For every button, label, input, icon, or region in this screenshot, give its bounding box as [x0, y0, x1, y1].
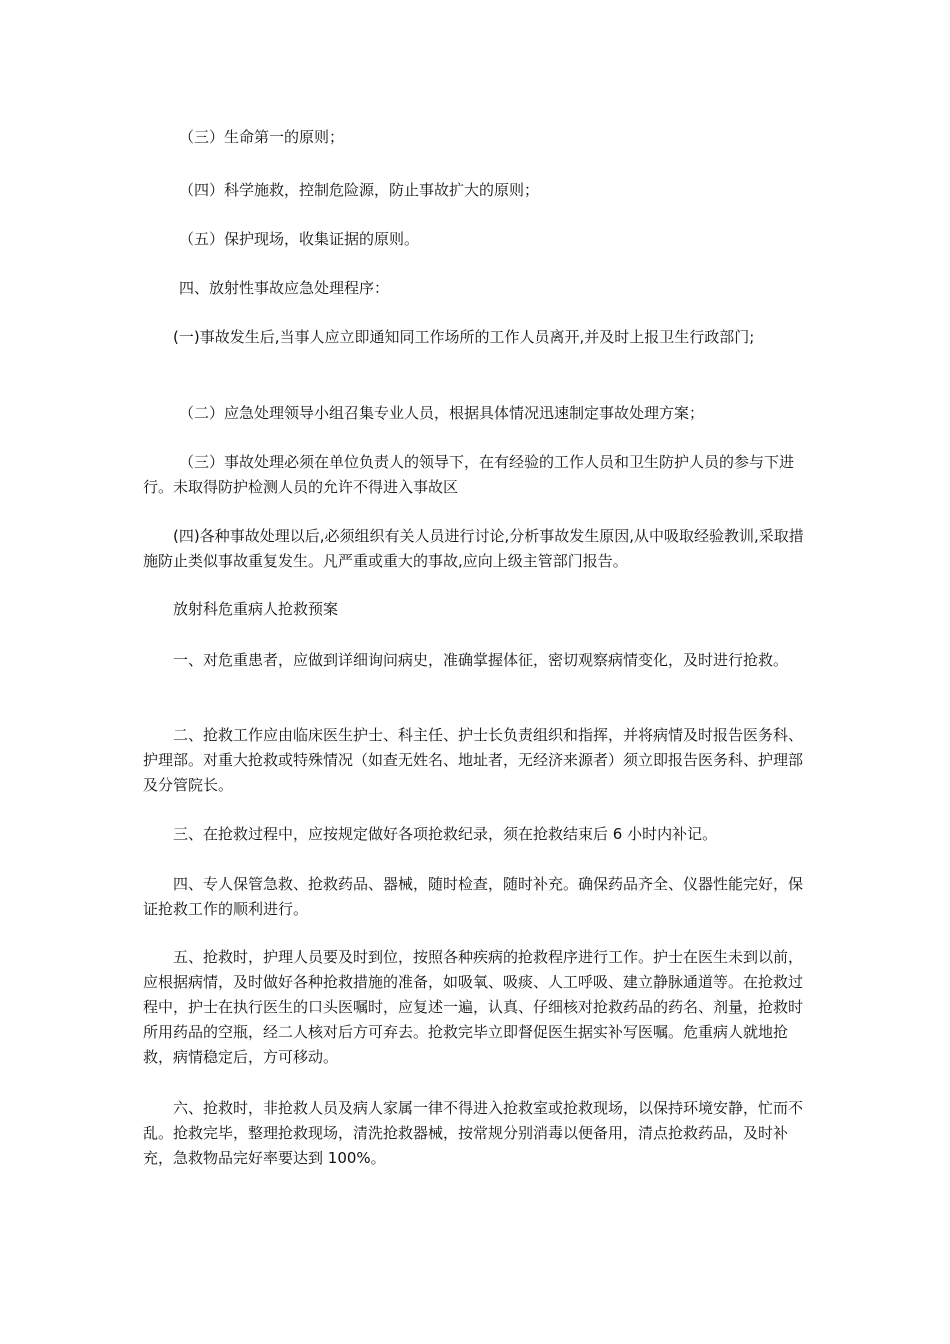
procedure-step-two: （二）应急处理领导小组召集专业人员，根据具体情况迅速制定事故处理方案；: [179, 404, 705, 422]
plan-item-six: 六、抢救时，非抢救人员及病人家属一律不得进入抢救室或抢救现场，以保持环境安静，忙而不乱。抢救完毕，整理抢救现场，清洗抢救器械，按常规分别消毒以便备用，清点抢救药品，及时补充，急救物品完好率要达到 100%。: [143, 1099, 804, 1167]
plan-item-three: 三、在抢救过程中，应按规定做好各项抢救纪录，须在抢救结束后 6 小时内补记。: [173, 825, 718, 843]
plan-item-one: 一、对危重患者，应做到详细询问病史，准确掌握体征，密切观察病情变化，及时进行抢救。: [173, 651, 789, 669]
principle-five: （五）保护现场，收集证据的原则。: [179, 230, 420, 248]
plan-item-five: 五、抢救时，护理人员要及时到位，按照各种疾病的抢救程序进行工作。护士在医生未到以前，应根据病情，及时做好各种抢救措施的准备，如吸氧、吸痰、人工呼吸、建立静脉通道等。在抢救过程中，护士在执行医生的口头医嘱时，应复述一遍，认真、仔细核对抢救药品的药名、剂量，抢救时所用药品的空瓶，经二人核对后方可弃去。抢救完毕立即督促医生据实补写医嘱。危重病人就地抢救，病情稳定后，方可移动。: [143, 948, 804, 1066]
plan-title: 放射科危重病人抢救预案: [173, 600, 339, 618]
plan-item-two: 二、抢救工作应由临床医生护士、科主任、护士长负责组织和指挥，并将病情及时报告医务科、护理部。对重大抢救或特殊情况（如查无姓名、地址者，无经济来源者）须立即报告医务科、护理部及分管院长。: [143, 726, 804, 794]
principle-three: （三）生命第一的原则；: [179, 128, 345, 146]
procedure-step-three: （三）事故处理必须在单位负责人的领导下，在有经验的工作人员和卫生防护人员的参与下进行。未取得防护检测人员的允许不得进入事故区: [143, 453, 795, 496]
procedure-step-one: (一)事故发生后,当事人应立即通知同工作场所的工作人员离开,并及时上报卫生行政部门;: [173, 328, 755, 346]
section-heading-procedure: 四、放射性事故应急处理程序：: [179, 279, 390, 297]
principle-four: （四）科学施救，控制危险源，防止事故扩大的原则；: [179, 181, 540, 199]
plan-item-four: 四、专人保管急救、抢救药品、器械，随时检查，随时补充。确保药品齐全、仪器性能完好，保证抢救工作的顺利进行。: [143, 875, 804, 918]
procedure-step-four: (四)各种事故处理以后,必须组织有关人员进行讨论,分析事故发生原因,从中吸取经验教训,采取措施防止类似事故重复发生。凡严重或重大的事故,应向上级主管部门报告。: [143, 527, 804, 570]
